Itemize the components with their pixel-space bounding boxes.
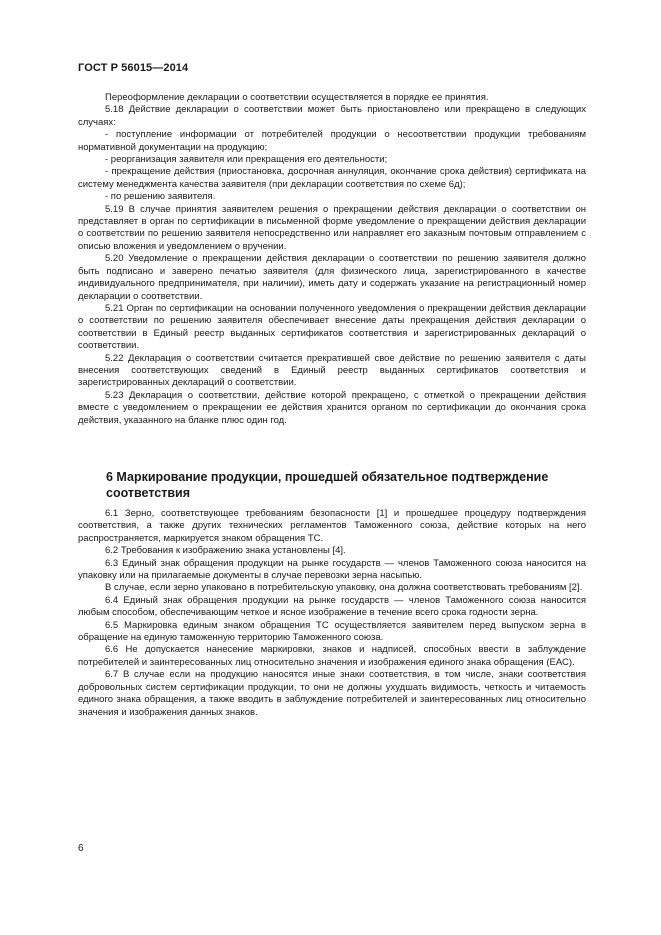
paragraph: 5.20 Уведомление о прекращении действия декларации о соответствии по решению заявителя должно быть подписано и заверено печатью заявителя (для физического лица, зарегистрированного в качестве индивидуального предпринимателя, при наличии), иметь дату и содержать указание на регистрационный номер декларации о соответствии.	[78, 253, 586, 302]
paragraph: 6.3 Единый знак обращения продукции на рынке государств — членов Таможенного союза наносится на упаковку или на прилагаемые документы в случае перевозки зерна насыпью.	[78, 557, 586, 582]
section-title: 6 Маркирование продукции, прошедшей обязательное подтверждение соответствия	[106, 470, 549, 500]
document-header: ГОСТ Р 56015—2014	[78, 62, 189, 74]
paragraph: 5.23 Декларация о соответствии, действие которой прекращено, с отметкой о прекращении действия вместе с уведомлением о прекращении ее действия хранится органом по сертификации до окончания срока действия, указанного на бланке плюс один год.	[78, 389, 586, 426]
list-item: - поступление информации от потребителей продукции о несоответствии продукции требованиям нормативной документации на продукцию;	[78, 129, 586, 153]
list-item: - прекращение действия (приостановка, досрочная аннуляция, окончание срока действия) сертификата на систему менеджмента качества заявителя (при декларации соответствия по схеме 6д);	[78, 166, 586, 190]
paragraph: Переоформление декларации о соответствии осуществляется в порядке ее принятия.	[105, 92, 489, 103]
page-number: 6	[78, 843, 84, 854]
paragraph: 5.19 В случае принятия заявителем решения о прекращении действия декларации о соответствии он представляет в орган по сертификации в письменной форме уведомление о прекращении действия декларации о соответствии по решению заявителя непосредственно или направляет его заказным почтовым отправлением с описью вложения и уведомлением о вручении.	[78, 203, 586, 252]
paragraph: 6.4 Единый знак обращения продукции на рынке государств — членов Таможенного союза наносится любым способом, обеспечивающим четкое и ясное изображение в течение всего срока годности зерна.	[78, 594, 586, 619]
section-6-body	[78, 508, 586, 719]
paragraph: 6.7 В случае если на продукцию наносятся иные знаки соответствия, в том числе, знаки соответствия добровольных систем сертификации продукции, то они не должны ухудшать видимость, четкость и читаемость единого знака обращения, а также вводить в заблуждение потребителей и заинтересованных лиц относительно значения и изображения данных знаков.	[78, 669, 586, 718]
section-5-continuation	[78, 92, 586, 427]
paragraph: 6.2 Требования к изображению знака установлены [4].	[105, 545, 346, 557]
paragraph: 5.18 Действие декларации о соответствии может быть приостановлено или прекращено в следующих случаях:	[78, 104, 586, 128]
paragraph: 5.21 Орган по сертификации на основании полученного уведомления о прекращении действия декларации о соответствии по решению заявителя обеспечивает внесение даты прекращения действия декларации о соответствии в Единый реестр выданных сертификатов соответствия и зарегистрированных деклараций о соответствии.	[78, 302, 586, 352]
list-item: - реорганизация заявителя или прекращения его деятельности;	[105, 154, 388, 166]
paragraph: В случае, если зерно упаковано в потребительскую упаковку, она должна соответствовать требованиям [2].	[105, 582, 583, 594]
paragraph: 5.22 Декларация о соответствии считается прекратившей свое действие по решению заявителя с даты внесения соответствующих сведений в Единый реестр выданных сертификатов соответствия и зарегистрированных деклараций о соответствии.	[78, 352, 586, 389]
list-item: - по решению заявителя.	[105, 191, 216, 203]
paragraph: 6.6 Не допускается нанесение маркировки, знаков и надписей, способных ввести в заблуждение потребителей и заинтересованных лиц относительно значения и изображения единого знака обращения (ЕАС).	[78, 644, 586, 668]
paragraph: 6.5 Маркировка единым знаком обращения ТС осуществляется заявителем перед выпуском зерна в обращение на единую таможенную территорию Таможенного союза.	[78, 619, 586, 644]
paragraph: 6.1 Зерно, соответствующее требованиям безопасности [1] и прошедшее процедуру подтверждения соответствия, а также других технических регламентов Таможенного союза, действие которых на него распространяется, маркируется знаком обращения ТС.	[78, 508, 586, 544]
